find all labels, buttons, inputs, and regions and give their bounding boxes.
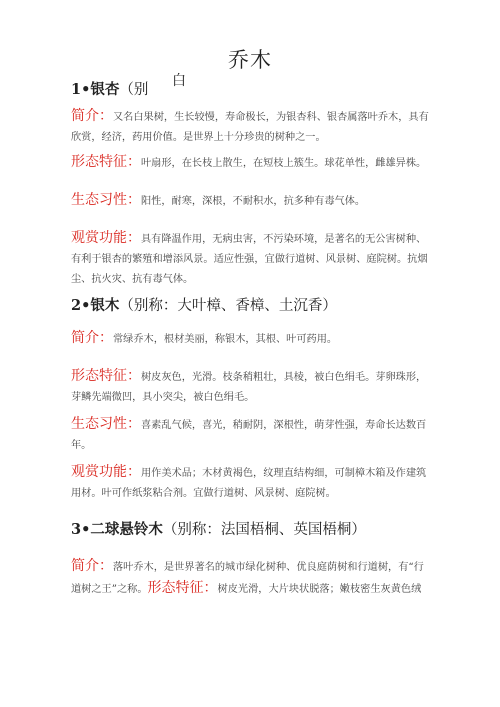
- section-1-intro: 简介：又名白果树，生长较慢，寿命极长，为银杏科、银杏属落叶乔木，具有 欣赏，经济，药用价值。是世界上十分珍贵的树种之一。: [71, 108, 429, 143]
- stray-character: 白: [172, 73, 186, 89]
- section-heading-3: 3•二球悬铃木（别称：法国梧桐、英国梧桐）: [71, 521, 366, 538]
- section-1-ornamental: 观赏功能：具有降温作用，无病虫害，不污染环境，是著名的无公害树种、 有利于银杏的繁殖和增添风景。适应性强，宜做行道树、风景树、庭院树。抗烟 尘、抗火灾、抗有毒气体。: [71, 230, 428, 285]
- page-title: 乔木: [228, 48, 272, 72]
- section-2-morphology: 形态特征：树皮灰色，光滑。枝条稍粗壮，具棱，被白色绢毛。芽卵珠形， 芽鳞先端微凹，具小突尖，被白色绢毛。: [71, 368, 427, 403]
- section-2-intro: 简介：常绿乔木，根材美丽，称银木，其根、叶可药用。: [71, 330, 338, 346]
- section-heading-1: 1•银杏（别: [71, 81, 149, 98]
- section-heading-2: 2•银木（别称：大叶樟、香樟、土沉香）: [71, 297, 337, 314]
- section-3-intro-and-morphology: 简介：落叶乔木，是世界著名的城市绿化树种、优良庭荫树和行道树，有“行 道树之王”之称。形态特征：树皮光滑，大片块状脱落；嫩枝密生灰黄色绒: [71, 558, 424, 596]
- section-2-ecology: 生态习性：喜素乱气候，喜光，稍耐阴，深根性，萌芽性强，寿命长达数百 年。: [71, 416, 427, 451]
- section-1-morphology: 形态特征：叶扇形，在长枝上散生，在短枝上簇生。球花单性，雌雄异株。: [71, 154, 427, 170]
- section-1-ecology: 生态习性：阳性，耐寒，深根，不耐积水，抗多种有毒气体。: [71, 192, 366, 208]
- section-2-ornamental: 观赏功能：用作美术品；木材黄褐色，纹理直结构细，可制樟木箱及作建筑 用材。叶可作纸浆粘合剂。宜做行道树、风景树、庭院树。: [71, 464, 427, 499]
